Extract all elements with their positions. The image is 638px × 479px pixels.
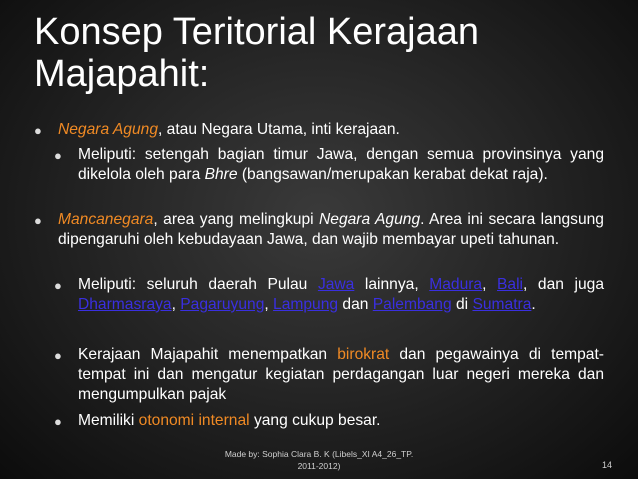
bullet-text: Kerajaan Majapahit menempatkan <box>78 346 338 363</box>
bullet-text: . Area ini secara langsung dipengaruhi oleh kebudayaan Jawa, dan wajib membayar upeti tahunan. <box>58 211 604 248</box>
bullet-text: , <box>171 296 181 313</box>
bullet-text: . <box>531 296 536 313</box>
bullet-text: , atau Negara Utama, inti kerajaan. <box>158 121 400 138</box>
term-birokrat: birokrat <box>337 346 390 363</box>
bullet-mancanegara <box>58 210 604 250</box>
bullet-icon: ● <box>34 213 42 228</box>
footer-line-1: Made by: Sophia Clara B. K (Libels_XI A4_26_TP. <box>224 449 414 459</box>
bullet-text: (bangsawan/merupakan kerabat dekat raja). <box>237 166 548 183</box>
bullet-icon: ● <box>54 148 62 163</box>
slide-footer <box>205 448 433 472</box>
link-sumatra[interactable]: Sumatra <box>472 296 532 313</box>
page-number: 14 <box>602 460 613 470</box>
slide-title <box>34 11 624 95</box>
bullet-text: , dan juga <box>523 276 605 293</box>
link-madura[interactable]: Madura <box>429 276 483 293</box>
bullet-icon: ● <box>54 278 62 293</box>
bullet-text: , <box>264 296 274 313</box>
title-line-2: Majapahit: <box>34 53 210 95</box>
link-dharmasraya[interactable]: Dharmasraya <box>78 296 172 313</box>
bullet-text: Meliputi: seluruh daerah Pulau <box>78 276 318 293</box>
bullet-icon: ● <box>54 414 62 429</box>
bullet-text: yang cukup besar. <box>249 412 381 429</box>
bullet-icon: ● <box>34 123 42 138</box>
bullet-text: di <box>451 296 473 313</box>
term-bhre: Bhre <box>204 166 238 183</box>
bullet-text: dan <box>338 296 373 313</box>
term-mancanegara: Mancanegara <box>58 211 154 228</box>
title-line-1: Konsep Teritorial Kerajaan <box>34 11 480 53</box>
sub-bullet-meliputi-jawa-timur <box>78 145 604 185</box>
link-lampung[interactable]: Lampung <box>273 296 339 313</box>
bullet-text: Memiliki <box>78 412 139 429</box>
bullet-text: Meliputi: setengah bagian timur Jawa, dengan semua provinsinya yang dikelola oleh para <box>78 146 604 183</box>
link-palembang[interactable]: Palembang <box>372 296 452 313</box>
bullet-text: , <box>482 276 498 293</box>
bullet-text: , area yang melingkupi <box>153 211 320 228</box>
link-jawa[interactable]: Jawa <box>317 276 355 293</box>
sub-bullet-meliputi-wilayah <box>78 275 604 315</box>
bullet-negara-agung <box>58 120 618 140</box>
term-negara-agung-italic: Negara Agung <box>319 211 421 228</box>
term-otonomi-internal: otonomi internal <box>138 412 250 429</box>
bullet-icon: ● <box>54 348 62 363</box>
sub-bullet-otonomi <box>78 411 604 431</box>
bullet-text: lainnya, <box>354 276 430 293</box>
term-negara-agung: Negara Agung <box>58 121 158 138</box>
link-pagaruyung[interactable]: Pagaruyung <box>180 296 265 313</box>
link-bali[interactable]: Bali <box>497 276 524 293</box>
bullet-text: dan pegawainya di tempat-tempat ini dan mengatur kegiatan perdagangan luar negeri mereka dan mengumpulkan pajak <box>78 346 604 403</box>
sub-bullet-birokrat <box>78 345 604 405</box>
footer-line-2: 2011-2012) <box>297 461 341 471</box>
